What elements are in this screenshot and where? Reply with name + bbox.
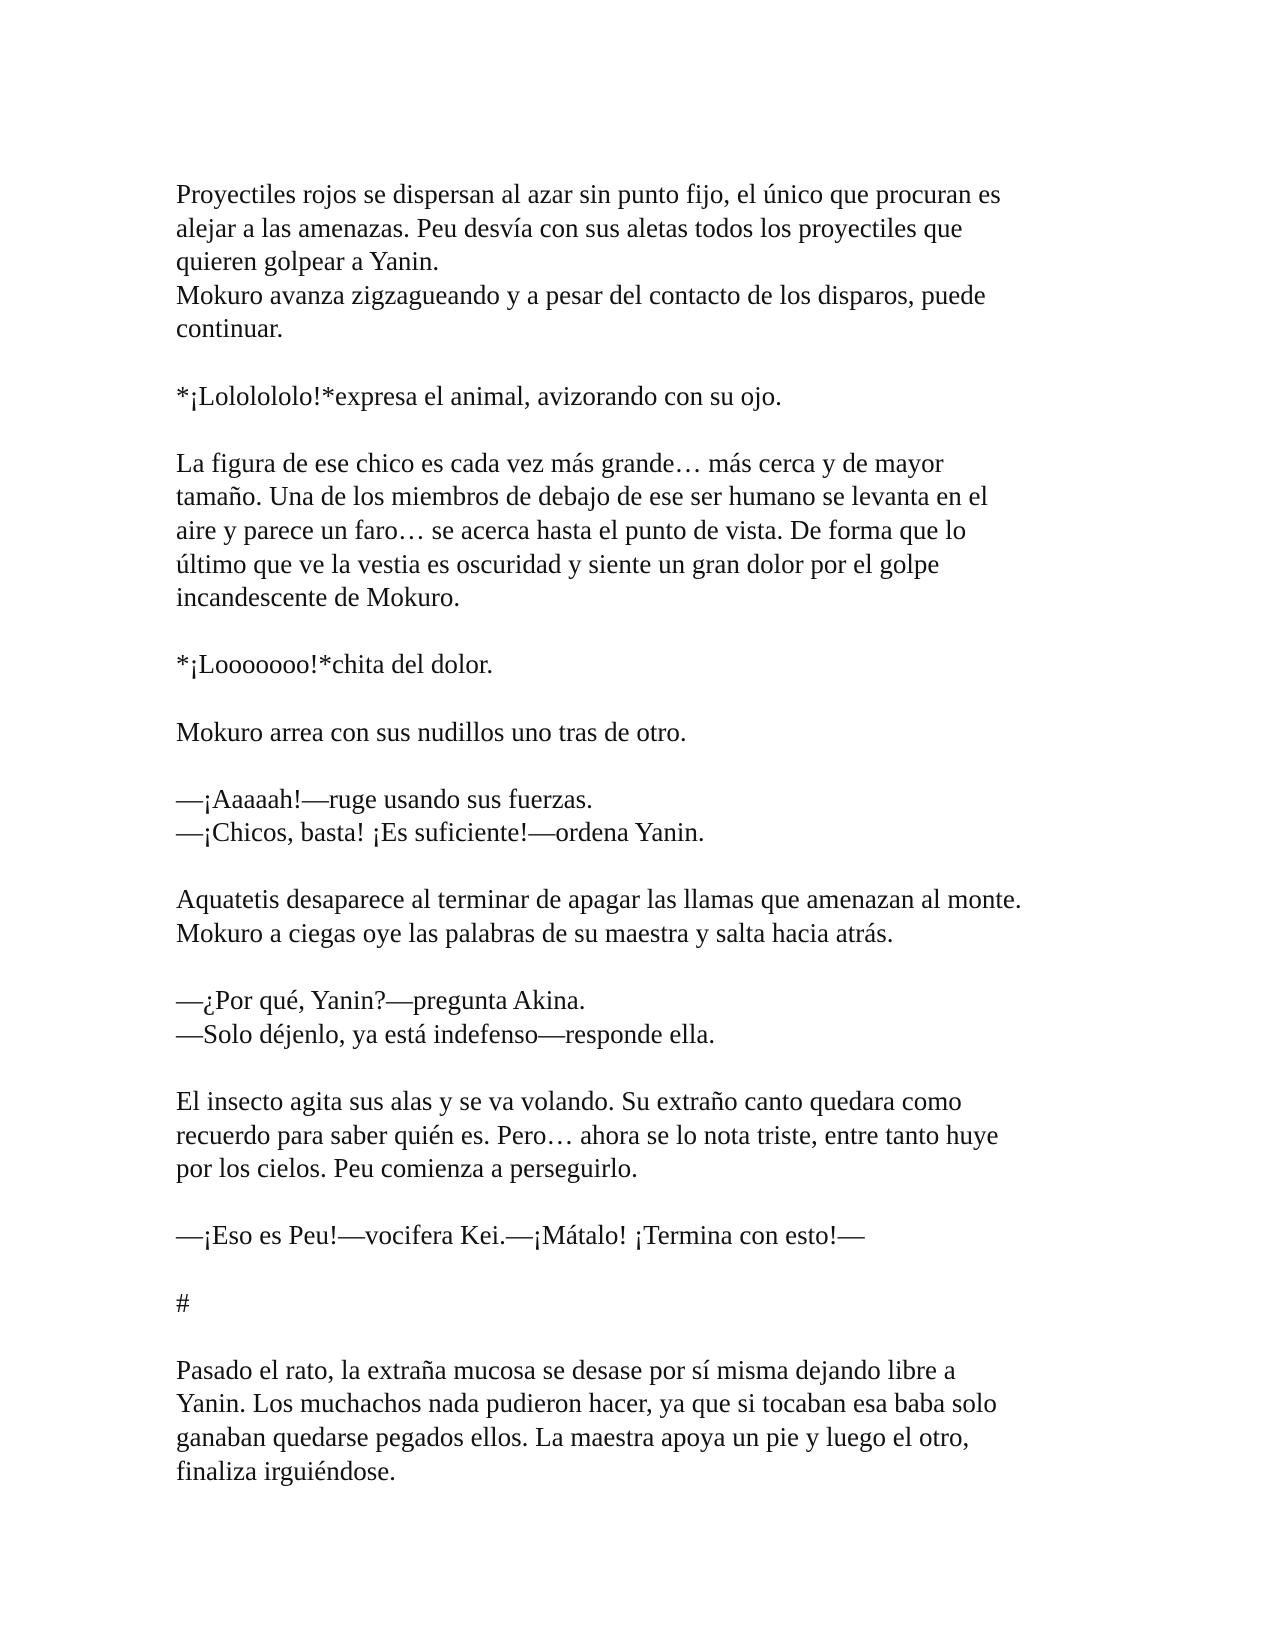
document-page <box>176 178 1096 1488</box>
paragraph <box>176 1354 1096 1488</box>
paragraph <box>176 1085 1096 1186</box>
text-line: —¡Eso es Peu!—vocifera Kei.—¡Mátalo! ¡Termina con esto!— <box>176 1220 865 1251</box>
text-line: recuerdo para saber quién es. Pero… ahora se lo nota triste, entre tanto huye <box>176 1119 999 1150</box>
paragraph <box>176 178 1096 346</box>
paragraph <box>176 447 1096 615</box>
text-line: El insecto agita sus alas y se va volando. Su extraño canto quedara como <box>176 1086 962 1117</box>
text-line: —¿Por qué, Yanin?—pregunta Akina. <box>176 985 586 1016</box>
text-line: finaliza irguiéndose. <box>176 1455 396 1486</box>
text-line: ganaban quedarse pegados ellos. La maestra apoya un pie y luego el otro, <box>176 1421 970 1452</box>
text-line: Aquatetis desaparece al terminar de apagar las llamas que amenazan al monte. <box>176 884 1022 915</box>
text-line: continuar. <box>176 313 284 344</box>
text-line: # <box>176 1287 190 1318</box>
text-line: *¡Looooooo!*chita del dolor. <box>176 649 494 680</box>
paragraph <box>176 883 1096 950</box>
text-line: Yanin. Los muchachos nada pudieron hacer, ya que si tocaban esa baba solo <box>176 1388 997 1419</box>
text-line: último que ve la vestia es oscuridad y siente un gran dolor por el golpe <box>176 548 940 579</box>
paragraph <box>176 380 1096 414</box>
text-line: *¡Lololololo!*expresa el animal, avizorando con su ojo. <box>176 380 782 411</box>
text-line: incandescente de Mokuro. <box>176 582 461 613</box>
text-line: aire y parece un faro… se acerca hasta el punto de vista. De forma que lo <box>176 514 967 545</box>
paragraph <box>176 783 1096 850</box>
text-line: Mokuro a ciegas oye las palabras de su maestra y salta hacia atrás. <box>176 918 894 949</box>
text-line: tamaño. Una de los miembros de debajo de ese ser humano se levanta en el <box>176 481 988 512</box>
text-line: Proyectiles rojos se dispersan al azar sin punto fijo, el único que procuran es <box>176 179 1001 209</box>
paragraph <box>176 648 1096 682</box>
text-line: Pasado el rato, la extraña mucosa se desase por sí misma dejando libre a <box>176 1354 956 1385</box>
paragraph <box>176 1219 1096 1253</box>
text-line: Mokuro arrea con sus nudillos uno tras de otro. <box>176 716 687 747</box>
paragraph <box>176 1287 1096 1321</box>
text-line: quieren golpear a Yanin. <box>176 246 440 277</box>
text-line: alejar a las amenazas. Peu desvía con sus aletas todos los proyectiles que <box>176 212 963 243</box>
text-line: por los cielos. Peu comienza a perseguirlo. <box>176 1153 638 1184</box>
text-line: —¡Aaaaah!—ruge usando sus fuerzas. <box>176 783 593 814</box>
paragraph <box>176 716 1096 750</box>
paragraph <box>176 984 1096 1051</box>
text-line: Mokuro avanza zigzagueando y a pesar del contacto de los disparos, puede <box>176 279 986 310</box>
text-line: —¡Chicos, basta! ¡Es suficiente!—ordena Yanin. <box>176 817 705 848</box>
text-line: —Solo déjenlo, ya está indefenso—responde ella. <box>176 1018 716 1049</box>
text-line: La figura de ese chico es cada vez más grande… más cerca y de mayor <box>176 447 944 478</box>
